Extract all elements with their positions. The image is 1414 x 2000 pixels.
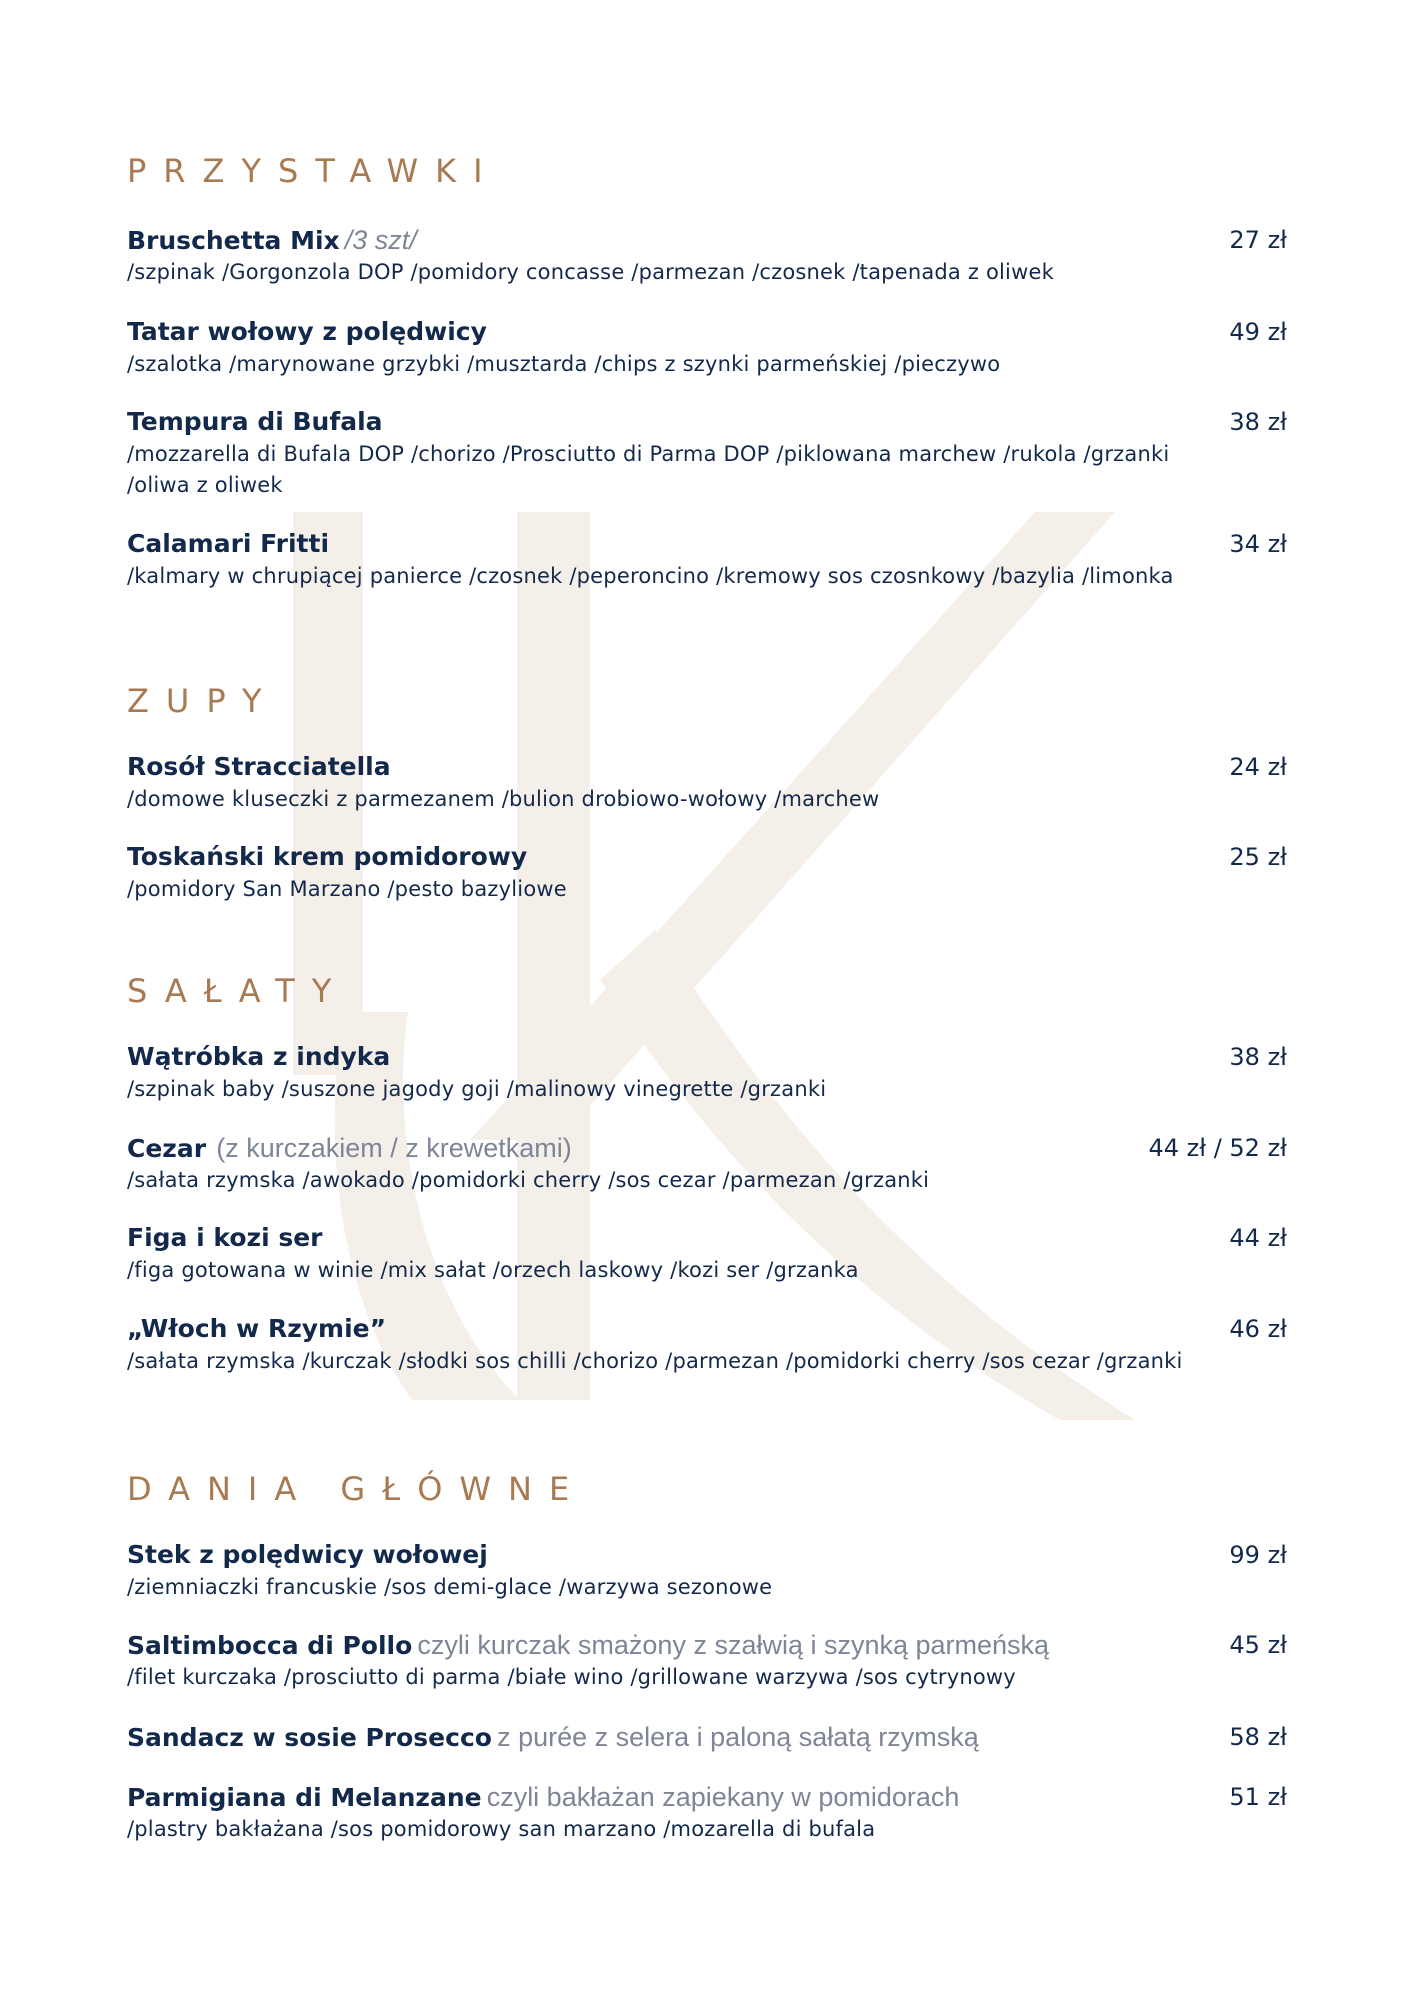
item-name: „Włoch w Rzymie” <box>127 1314 387 1343</box>
item-name: Saltimbocca di Pollo <box>127 1631 413 1660</box>
item-description: /ziemniaczki francuskie /sos demi-glace /warzywa sezonowe <box>127 1575 773 1599</box>
menu-item-watrobka-z-indyka <box>127 1040 1287 1105</box>
section-title-dania-glowne: DANIA GŁÓWNE <box>127 1470 587 1508</box>
item-note: czyli bakłażan zapiekany w pomidorach <box>486 1782 960 1812</box>
item-description: /domowe kluseczki z parmezanem /bulion drobiowo-wołowy /marchew <box>127 787 880 811</box>
item-name: Figa i kozi ser <box>127 1223 323 1252</box>
menu-item-saltimbocca-di-pollo <box>127 1628 1287 1693</box>
item-price: 44 zł / 52 zł <box>1148 1134 1287 1162</box>
item-description: /pomidory San Marzano /pesto bazyliowe <box>127 877 567 901</box>
menu-item-figa-i-kozi-ser <box>127 1221 1287 1286</box>
menu-item-parmigiana-di-melanzane <box>127 1780 1287 1845</box>
item-name: Toskański krem pomidorowy <box>127 842 528 871</box>
menu-page <box>127 0 1287 2000</box>
item-price: 25 zł <box>1229 843 1287 871</box>
item-price: 46 zł <box>1229 1315 1287 1343</box>
item-name: Bruschetta Mix <box>127 226 340 255</box>
item-note: czyli kurczak smażony z szałwią i szynką parmeńską <box>417 1630 1050 1660</box>
item-name: Rosół Stracciatella <box>127 752 391 781</box>
item-price: 38 zł <box>1229 1043 1287 1071</box>
item-note: z purée z selera i paloną sałatą rzymską <box>497 1722 979 1752</box>
item-description: /szpinak baby /suszone jagody goji /malinowy vinegrette /grzanki <box>127 1077 827 1101</box>
item-price: 24 zł <box>1229 753 1287 781</box>
menu-item-cezar <box>127 1131 1287 1196</box>
item-name: Parmigiana di Melanzane <box>127 1783 482 1812</box>
item-description: /sałata rzymska /kurczak /słodki sos chilli /chorizo /parmezan /pomidorki cherry /sos cezar /grzanki <box>127 1349 1183 1373</box>
menu-item-sandacz-w-sosie-prosecco <box>127 1720 1287 1754</box>
item-price: 27 zł <box>1229 226 1287 254</box>
menu-item-bruschetta-mix <box>127 223 1287 288</box>
item-description: /szpinak /Gorgonzola DOP /pomidory concasse /parmezan /czosnek /tapenada z oliwek <box>127 260 1054 284</box>
menu-item-wloch-w-rzymie <box>127 1312 1287 1377</box>
item-price: 51 zł <box>1229 1783 1287 1811</box>
item-name: Wątróbka z indyka <box>127 1042 391 1071</box>
section-title-salaty: SAŁATY <box>127 972 349 1010</box>
item-name: Stek z polędwicy wołowej <box>127 1540 488 1569</box>
section-title-przystawki: PRZYSTAWKI <box>127 152 500 190</box>
item-name: Calamari Fritti <box>127 529 330 558</box>
menu-item-rosol-stracciatella <box>127 750 1287 815</box>
menu-item-stek-z-poledwicy <box>127 1538 1287 1603</box>
menu-item-toskanski-krem <box>127 840 1287 905</box>
menu-item-calamari-fritti <box>127 527 1287 592</box>
item-name: Tatar wołowy z polędwicy <box>127 317 487 346</box>
item-note: (z kurczakiem / z krewetkami) <box>216 1133 572 1163</box>
item-name: Cezar <box>127 1134 207 1163</box>
item-description: /szalotka /marynowane grzybki /musztarda /chips z szynki parmeńskiej /pieczywo <box>127 352 1001 376</box>
item-description: /plastry bakłażana /sos pomidorowy san marzano /mozarella di bufala <box>127 1817 876 1841</box>
item-description: /figa gotowana w winie /mix sałat /orzech laskowy /kozi ser /grzanka <box>127 1258 859 1282</box>
item-price: 99 zł <box>1229 1541 1287 1569</box>
item-name: Sandacz w sosie Prosecco <box>127 1723 492 1752</box>
item-description: /kalmary w chrupiącej panierce /czosnek /peperoncino /kremowy sos czosnkowy /bazylia /limonka <box>127 564 1174 588</box>
item-price: 49 zł <box>1229 318 1287 346</box>
item-description: /sałata rzymska /awokado /pomidorki cherry /sos cezar /parmezan /grzanki <box>127 1168 930 1192</box>
item-price: 44 zł <box>1229 1224 1287 1252</box>
item-price: 34 zł <box>1229 530 1287 558</box>
item-price: 38 zł <box>1229 408 1287 436</box>
item-description: /filet kurczaka /prosciutto di parma /białe wino /grillowane warzywa /sos cytrynowy <box>127 1665 1016 1689</box>
menu-item-tempura-di-bufala <box>127 405 1287 501</box>
item-description: /mozzarella di Bufala DOP /chorizo /Prosciutto di Parma DOP /piklowana marchew /rukola /grzanki /oliwa z oliwek <box>127 442 1170 497</box>
item-price: 45 zł <box>1229 1631 1287 1659</box>
item-name: Tempura di Bufala <box>127 407 383 436</box>
menu-item-tatar-wolowy <box>127 315 1287 380</box>
item-price: 58 zł <box>1229 1723 1287 1751</box>
section-title-zupy: ZUPY <box>127 682 279 720</box>
item-note: /3 szt/ <box>344 225 417 255</box>
